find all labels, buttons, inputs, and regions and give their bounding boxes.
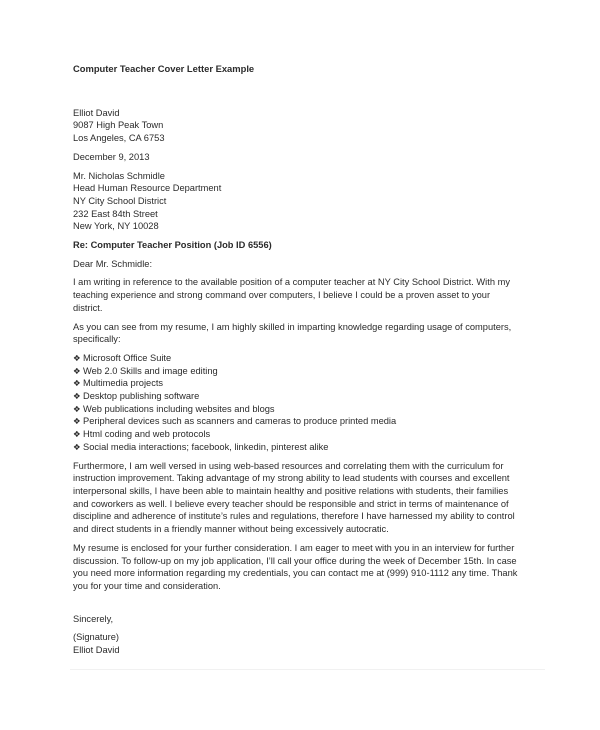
- paragraph-line: and coworkers as well. I believe every teacher should be responsible and strict in terms of maintenance of: [73, 498, 509, 509]
- list-item: [73, 377, 528, 390]
- skill-text: Peripheral devices such as scanners and cameras to produce printed media: [83, 416, 397, 427]
- sender-address: [73, 107, 528, 145]
- signature-placeholder: (Signature): [73, 632, 119, 643]
- paragraph-line: teaching experience and strong command over computers, I believe I could be a proven asset to your: [73, 290, 491, 301]
- skill-text: Desktop publishing software: [83, 391, 200, 402]
- skill-text: Html coding and web protocols: [83, 429, 211, 440]
- letter-date: December 9, 2013: [73, 151, 150, 162]
- paragraph-line: and direct students in a friendly manner without being excessively autocratic.: [73, 524, 389, 535]
- diamond-bullet-icon: ❖: [73, 441, 81, 452]
- paragraph-line: district.: [73, 302, 103, 313]
- sender-city: Los Angeles, CA 6753: [73, 133, 165, 144]
- recipient-street: 232 East 84th Street: [73, 208, 158, 219]
- paragraph-line: discussion. To follow-up on my job application, I’ll call your office during the week of December 15th. In case: [73, 555, 517, 566]
- closing: Sincerely,: [73, 613, 114, 624]
- diamond-bullet-icon: ❖: [73, 429, 81, 440]
- paragraph-line: discipline and adherence of institute’s rules and regulations, therefore I have harnessed my ability to control: [73, 511, 515, 522]
- diamond-bullet-icon: ❖: [73, 365, 81, 376]
- recipient-name: Mr. Nicholas Schmidle: [73, 170, 165, 181]
- diamond-bullet-icon: ❖: [73, 403, 81, 414]
- skill-text: Web 2.0 Skills and image editing: [83, 365, 218, 376]
- skill-text: Social media interactions; facebook, linkedin, pinterest alike: [83, 441, 329, 452]
- signer-name: Elliot David: [73, 645, 120, 656]
- list-item: [73, 441, 528, 454]
- skills-list: [73, 352, 528, 454]
- paragraph-line: interpersonal skills, I have been able to maintain healthy and positive relations with students, their families: [73, 485, 509, 496]
- paragraph-line: Furthermore, I am well versed in using web-based resources and correlating them with the curriculum for: [73, 460, 504, 471]
- paragraph-experience: [73, 460, 528, 536]
- list-item: [73, 352, 528, 365]
- document-title: Computer Teacher Cover Letter Example: [73, 63, 255, 74]
- skill-text: Multimedia projects: [83, 378, 164, 389]
- diamond-bullet-icon: ❖: [73, 378, 81, 389]
- paragraph-line: specifically:: [73, 334, 121, 345]
- skill-text: Web publications including websites and blogs: [83, 403, 275, 414]
- diamond-bullet-icon: ❖: [73, 416, 81, 427]
- paragraph-line: instruction improvement. Taking advantage of my strong ability to lead students with courses and excellent: [73, 473, 510, 484]
- paragraph-line: you for your time and consideration.: [73, 580, 221, 591]
- recipient-address: [73, 170, 528, 234]
- list-item: [73, 365, 528, 378]
- list-item: [73, 428, 528, 441]
- paragraph-closing-remarks: [73, 542, 528, 593]
- paragraph-skills-intro: [73, 321, 528, 346]
- divider: [70, 669, 545, 670]
- skill-text: Microsoft Office Suite: [83, 352, 172, 363]
- diamond-bullet-icon: ❖: [73, 352, 81, 363]
- sender-street: 9087 High Peak Town: [73, 120, 164, 131]
- paragraph-line: you need more information regarding my credentials, you can contact me at (999) 910-1112 any time. Thank: [73, 568, 518, 579]
- salutation: Dear Mr. Schmidle:: [73, 258, 153, 269]
- paragraph-line: As you can see from my resume, I am highly skilled in imparting knowledge regarding usage of computers,: [73, 321, 512, 332]
- recipient-organization: NY City School District: [73, 195, 167, 206]
- list-item: [73, 390, 528, 403]
- recipient-city: New York, NY 10028: [73, 221, 159, 232]
- sender-name: Elliot David: [73, 107, 120, 118]
- paragraph-line: My resume is enclosed for your further consideration. I am eager to meet with you in an interview for further: [73, 542, 515, 553]
- paragraph-intro: [73, 276, 528, 314]
- subject-line: Re: Computer Teacher Position (Job ID 6556): [73, 240, 272, 251]
- list-item: [73, 403, 528, 416]
- recipient-department: Head Human Resource Department: [73, 183, 222, 194]
- paragraph-line: I am writing in reference to the available position of a computer teacher at NY City School District. With my: [73, 277, 510, 288]
- diamond-bullet-icon: ❖: [73, 391, 81, 402]
- cover-letter: [73, 63, 528, 657]
- list-item: [73, 415, 528, 428]
